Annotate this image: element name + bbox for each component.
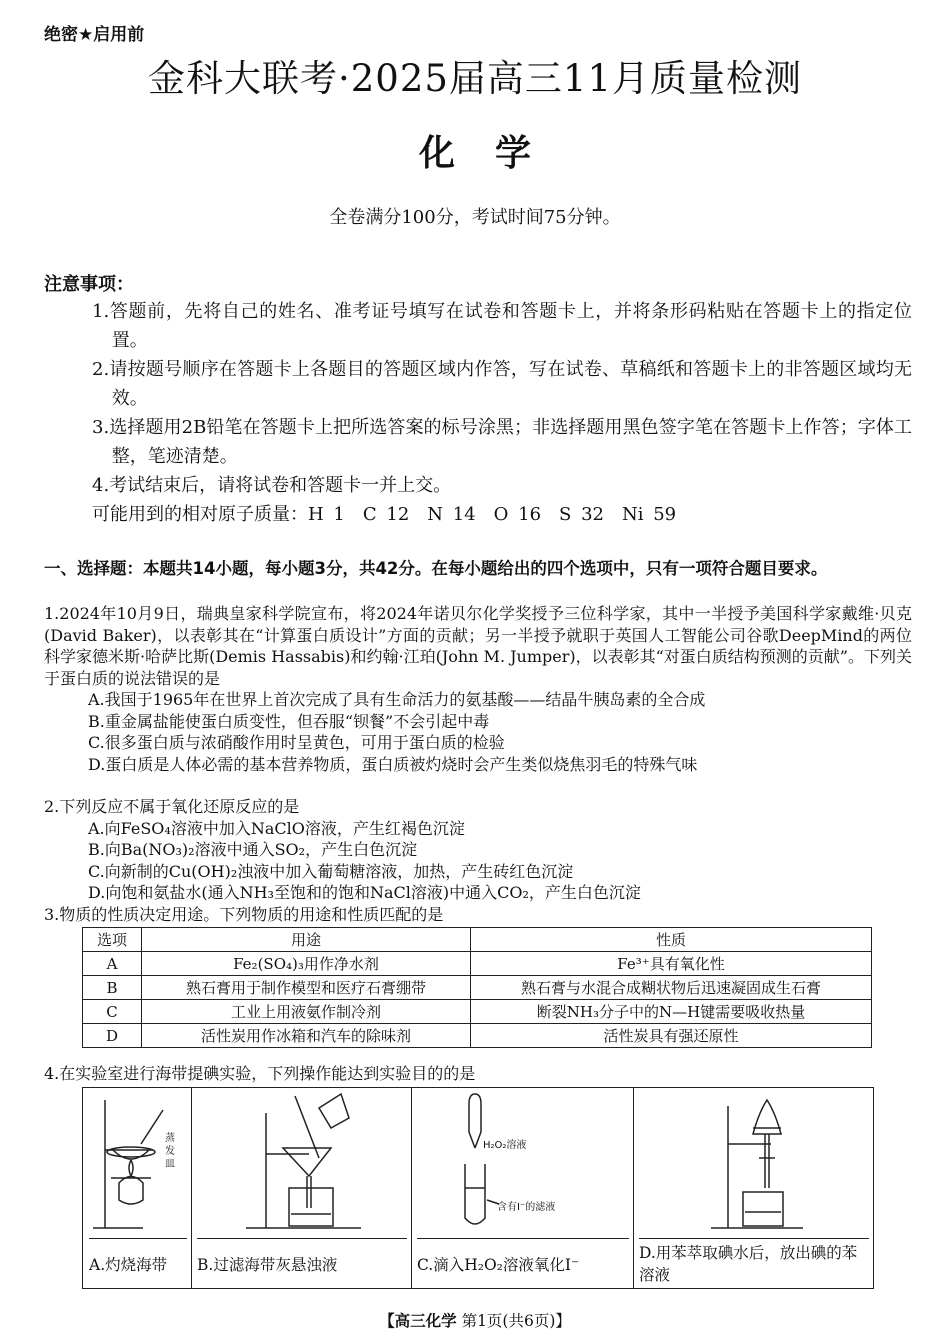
- table-row: [83, 1000, 872, 1024]
- caption-d: D.用苯萃取碘水后，放出碘的苯溶液: [639, 1238, 869, 1289]
- question-stem: 4.在实验室进行海带提碘实验，下列操作能达到实验目的的是: [44, 1064, 476, 1083]
- option-d: D.向饱和氨盐水(通入NH₃至饱和的饱和NaCl溶液)中通入CO₂，产生白色沉淀: [88, 883, 641, 902]
- evaporating-dish-label: 蒸发皿: [165, 1133, 175, 1170]
- section-heading: 一、选择题：本题共14小题，每小题3分，共42分。在每小题给出的四个选项中，只有一项符合题目要求。: [44, 559, 828, 578]
- table-header-row: [83, 928, 872, 952]
- table-cell: C: [83, 1000, 142, 1024]
- filtrate-label: 含有I⁻的滤液: [497, 1202, 556, 1213]
- question-stem: 3.物质的性质决定用途。下列物质的用途和性质匹配的是: [44, 905, 444, 924]
- apparatus-a: [83, 1088, 192, 1288]
- lab-apparatus-figure: [82, 1087, 874, 1289]
- table-cell: 活性炭用作冰箱和汽车的除味剂: [142, 1024, 471, 1048]
- table-header: 选项: [83, 928, 142, 952]
- table-header: 用途: [142, 928, 471, 952]
- table-cell: 熟石膏与水混合成糊状物后迅速凝固成生石膏: [471, 976, 872, 1000]
- caption-c: C.滴入H₂O₂溶液氧化I⁻: [417, 1238, 629, 1289]
- footer-page: 第1页(共6页)】: [461, 1312, 571, 1330]
- separatory-funnel-icon: [633, 1088, 873, 1238]
- exam-title: 金科大联考·2025届高三11月质量检测: [147, 57, 802, 100]
- question-stem: 1.2024年10月9日，瑞典皇家科学院宣布，将2024年诺贝尔化学奖授予三位科学家，其中一半授予美国科学家戴维·贝克(David Baker)，以表彰其在“计算蛋白质设计”方面的贡献；另一半授予就职于英国人工智能公司谷歌DeepMind的两位科学家德米斯·哈萨比斯(Demis Hassabis)和约翰·江珀(John M. Jumper)，以表彰其“对蛋白质结构预测的贡献”。下列关于蛋白质的说法错误的是: [44, 604, 912, 688]
- question-4: [44, 1063, 912, 1085]
- reagent-label: H₂O₂溶液: [483, 1140, 527, 1151]
- score-info: 全卷满分100分，考试时间75分钟。: [329, 207, 621, 228]
- question-2: [44, 796, 912, 904]
- option-c: C.很多蛋白质与浓硝酸作用时呈黄色，可用于蛋白质的检验: [88, 733, 505, 752]
- table-cell: Fe₂(SO₄)₃用作净水剂: [142, 952, 471, 976]
- table-row: [83, 976, 872, 1000]
- table-cell: 熟石膏用于制作模型和医疗石膏绷带: [142, 976, 471, 1000]
- filtration-funnel-icon: [191, 1088, 411, 1238]
- apparatus-b: [191, 1088, 412, 1288]
- table-cell: 断裂NH₃分子中的N—H键需要吸收热量: [471, 1000, 872, 1024]
- table-cell: A: [83, 952, 142, 976]
- footer-subject: 【高三化学: [379, 1312, 457, 1330]
- option-c: C.向新制的Cu(OH)₂浊液中加入葡萄糖溶液，加热，产生砖红色沉淀: [88, 861, 574, 881]
- table-cell: B: [83, 976, 142, 1000]
- option-b: B.重金属盐能使蛋白质变性，但吞服“钡餐”不会引起中毒: [88, 711, 490, 731]
- option-a: A.我国于1965年在世界上首次完成了具有生命活力的氨基酸——结晶牛胰岛素的全合成: [88, 690, 706, 709]
- table-row: [83, 1024, 872, 1048]
- apparatus-d: [633, 1088, 873, 1288]
- notice-item: 1.答题前，先将自己的姓名、准考证号填写在试卷和答题卡上，并将条形码粘贴在答题卡上的指定位置。: [92, 301, 912, 351]
- apparatus-c: [411, 1088, 634, 1288]
- atomic-masses: 可能用到的相对原子质量：H 1 C 12 N 14 O 16 S 32 Ni 59: [92, 504, 677, 525]
- confidential-mark: 绝密★启用前: [44, 25, 145, 45]
- question-1: [44, 603, 912, 775]
- table-cell: D: [83, 1024, 142, 1048]
- table-row: [83, 952, 872, 976]
- table-cell: 工业上用液氨作制冷剂: [142, 1000, 471, 1024]
- notice-item: 2.请按题号顺序在答题卡上各题目的答题区域内作答，写在试卷、草稿纸和答题卡上的非答题区域均无效。: [92, 359, 912, 409]
- table-header: 性质: [471, 928, 872, 952]
- table-cell: 活性炭具有强还原性: [471, 1024, 872, 1048]
- dropper-test-tube-icon: [411, 1088, 633, 1238]
- option-b: B.向Ba(NO₃)₂溶液中通入SO₂，产生白色沉淀: [88, 840, 418, 859]
- option-a: A.向FeSO₄溶液中加入NaClO溶液，产生红褐色沉淀: [88, 818, 465, 838]
- subject-title: 化学: [418, 133, 571, 174]
- notice-item: 3.选择题用2B铅笔在答题卡上把所选答案的标号涂黑；非选择题用黑色签字笔在答题卡上作答；字体工整，笔迹清楚。: [92, 417, 912, 467]
- caption-a: A.灼烧海带: [89, 1238, 187, 1289]
- notice-item: 4.考试结束后，请将试卷和答题卡一并上交。: [92, 475, 452, 496]
- table-cell: Fe³⁺具有氧化性: [471, 952, 872, 976]
- notice-list: [92, 297, 912, 500]
- caption-b: B.过滤海带灰悬浊液: [197, 1238, 407, 1289]
- page-footer: [0, 1309, 950, 1331]
- notice-heading: 注意事项：: [44, 274, 134, 295]
- question-stem: 2.下列反应不属于氧化还原反应的是: [44, 797, 300, 816]
- question-3: [44, 904, 912, 926]
- option-d: D.蛋白质是人体必需的基本营养物质，蛋白质被灼烧时会产生类似烧焦羽毛的特殊气味: [88, 754, 698, 774]
- question-3-table: [82, 927, 872, 1048]
